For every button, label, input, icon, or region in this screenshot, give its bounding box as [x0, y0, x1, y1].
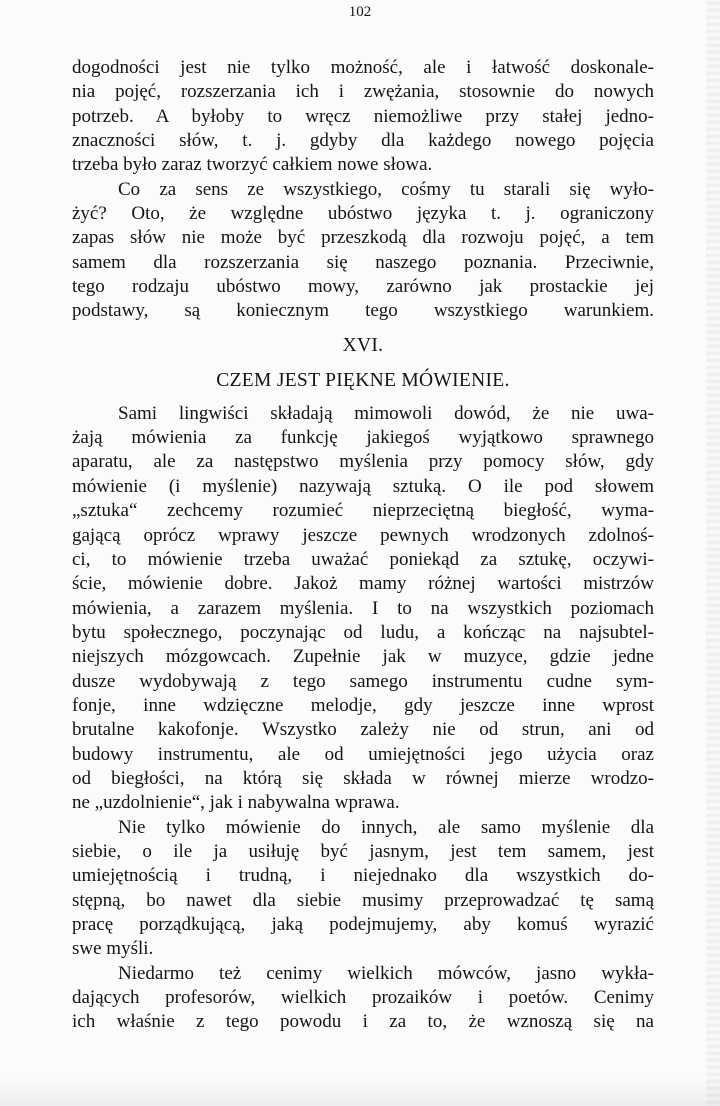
text-line: niejszych mózgowcach. Zupełnie jak w muzyce, gdzie jedne — [72, 646, 654, 668]
text-line: Nie tylko mówienie do innych, ale samo myślenie dla — [118, 816, 654, 838]
text-line: nia pojęć, rozszerzania ich i zwężania, stosownie do nowych — [72, 81, 654, 103]
paragraph — [72, 816, 654, 962]
text-line: żają mówienia za funkcję jakiegoś wyjątkowo sprawnego — [72, 427, 654, 449]
paragraph — [72, 178, 654, 324]
text-line: od biegłości, na którą się składa w równej mierze wrodzo- — [72, 767, 654, 789]
scan-bottom-shadow — [0, 1076, 720, 1106]
text-line: swe myśli. — [72, 938, 154, 960]
text-line: żyć? Oto, że względne ubóstwo języka t. j. ograniczony — [72, 203, 654, 225]
text-line: pracę porządkującą, jaką podejmujemy, aby komuś wyrazić — [72, 914, 654, 935]
text-line: Sami lingwiści składają mimowoli dowód, że nie uwa- — [118, 402, 654, 424]
text-line: mówienie (i myślenie) nazywają sztuką. O ile pod słowem — [72, 475, 654, 497]
text-line: mówienia, a zarazem myślenia. I to na wszystkich poziomach — [72, 597, 654, 619]
paragraph — [72, 402, 654, 816]
text-line: bytu społecznego, poczynając od ludu, a kończąc na najsubtel- — [72, 621, 654, 643]
paragraph — [72, 962, 654, 1035]
text-line: budowy instrumentu, ale od umiejętności jego użycia oraz — [72, 743, 654, 765]
scan-edge-noise — [706, 0, 720, 1106]
section-title: CZEM JEST PIĘKNE MÓWIENIE. — [216, 369, 510, 391]
text-line: samem dla rozszerzania się naszego poznania. Przeciwnie, — [72, 251, 654, 273]
text-line: dusze wydobywają z tego samego instrumentu cudne sym- — [72, 670, 654, 692]
text-line: ście, mówienie dobre. Jakoż mamy różnej wartości mistrzów — [72, 573, 654, 595]
text-line: dających profesorów, wielkich prozaików i poetów. Cenimy — [72, 987, 654, 1009]
page-number: 102 — [348, 4, 372, 20]
text-line: brutalne kakofonje. Wszystko zależy nie od strun, ani od — [72, 719, 654, 741]
text-line: znaczności słów, t. j. gdyby dla każdego nowego pojęcia — [72, 130, 654, 152]
text-line: siebie, o ile ja usiłuję być jasnym, jest tem samem, jest — [72, 840, 654, 862]
text-line: gającą oprócz wprawy jeszcze pewnych wrodzonych zdolnoś- — [72, 524, 654, 546]
text-line: aparatu, ale za następstwo myślenia przy pomocy słów, gdy — [72, 451, 654, 473]
text-line: Niedarmo też cenimy wielkich mówców, jasno wykła- — [118, 962, 654, 984]
text-line: potrzeb. A byłoby to wręcz niemożliwe przy stałej jedno- — [72, 105, 654, 127]
text-line: „sztuka“ zechcemy rozumieć nieprzeciętną biegłość, wyma- — [72, 500, 654, 522]
text-line: stępną, bo nawet dla siebie musimy przeprowadzać tę samą — [72, 889, 654, 911]
text-line: ich właśnie z tego powodu i za to, że wznoszą się na — [72, 1011, 654, 1033]
text-line: trzeba było zaraz tworzyć całkiem nowe słowa. — [72, 154, 433, 176]
text-line: fonje, inne wdzięczne melodje, gdy jeszcze inne wprost — [72, 694, 654, 716]
text-line: tego rodzaju ubóstwo mowy, zarówno jak prostackie jej — [72, 276, 654, 298]
paragraph — [72, 56, 654, 178]
text-line: zapas słów nie może być przeszkodą dla rozwoju pojęć, a tem — [72, 227, 654, 249]
section-number: XVI. — [342, 334, 384, 356]
text-line: dogodności jest nie tylko możność, ale i łatwość doskonale- — [72, 57, 654, 78]
text-line: ne „uzdolnienie“, jak i nabywalna wprawa. — [72, 792, 400, 814]
text-line: ci, to mówienie trzeba uważać poniekąd za sztukę, oczywi- — [72, 548, 654, 570]
page-body — [72, 56, 654, 1035]
text-line: podstawy, są koniecznym tego wszystkiego warunkiem. — [72, 300, 654, 322]
text-line: Co za sens ze wszystkiego, cośmy tu starali się wyło- — [118, 178, 654, 200]
text-line: umiejętnością i trudną, i niejednako dla wszystkich do- — [72, 865, 654, 887]
